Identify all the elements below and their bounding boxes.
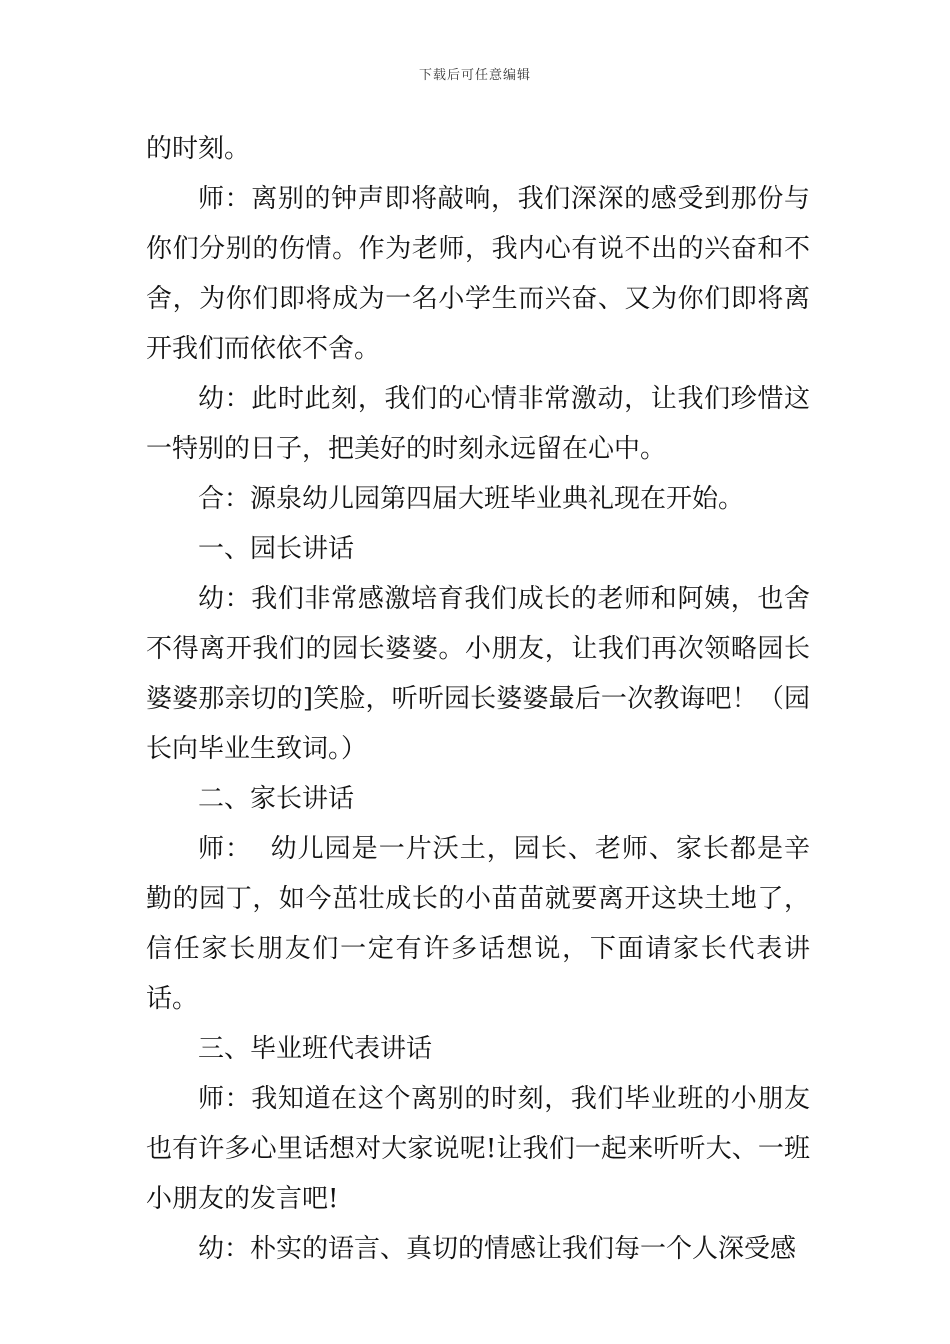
paragraph: 合：源泉幼儿园第四届大班毕业典礼现在开始。 — [198, 484, 745, 514]
paragraph: 师：我知道在这个离别的时刻，我们毕业班的小朋友也有许多心里话想对大家说呢!让我们一起来听听大、一班小朋友的发言吧! — [146, 1084, 810, 1214]
paragraph: 幼：朴实的语言、真切的情感让我们每一个人深受感 — [198, 1234, 797, 1264]
paragraph: 师： 幼儿园是一片沃土，园长、老师、家长都是辛勤的园丁，如今茁壮成长的小苗苗就要离开这块土地了，信任家长朋友们一定有许多话想说，下面请家长代表讲话。 — [146, 834, 810, 1014]
section-heading: 三、毕业班代表讲话 — [198, 1034, 433, 1064]
paragraph: 幼：此时此刻，我们的心情非常激动，让我们珍惜这一特别的日子，把美好的时刻永远留在心中。 — [146, 384, 810, 464]
section-heading: 一、园长讲话 — [198, 534, 355, 564]
page-header: 下载后可任意编辑 — [418, 68, 531, 83]
paragraph: 师：离别的钟声即将敲响，我们深深的感受到那份与你们分别的伤情。作为老师，我内心有说不出的兴奋和不舍，为你们即将成为一名小学生而兴奋、又为你们即将离开我们而依依不舍。 — [146, 184, 810, 364]
section-heading: 二、家长讲话 — [198, 784, 355, 814]
document-body — [146, 124, 810, 1274]
paragraph: 幼：我们非常感激培育我们成长的老师和阿姨，也舍不得离开我们的园长婆婆。小朋友，让我们再次领略园长婆婆那亲切的]笑脸，听听园长婆婆最后一次教诲吧！（园长向毕业生致词。） — [146, 584, 810, 764]
paragraph: 的时刻。 — [146, 134, 251, 164]
